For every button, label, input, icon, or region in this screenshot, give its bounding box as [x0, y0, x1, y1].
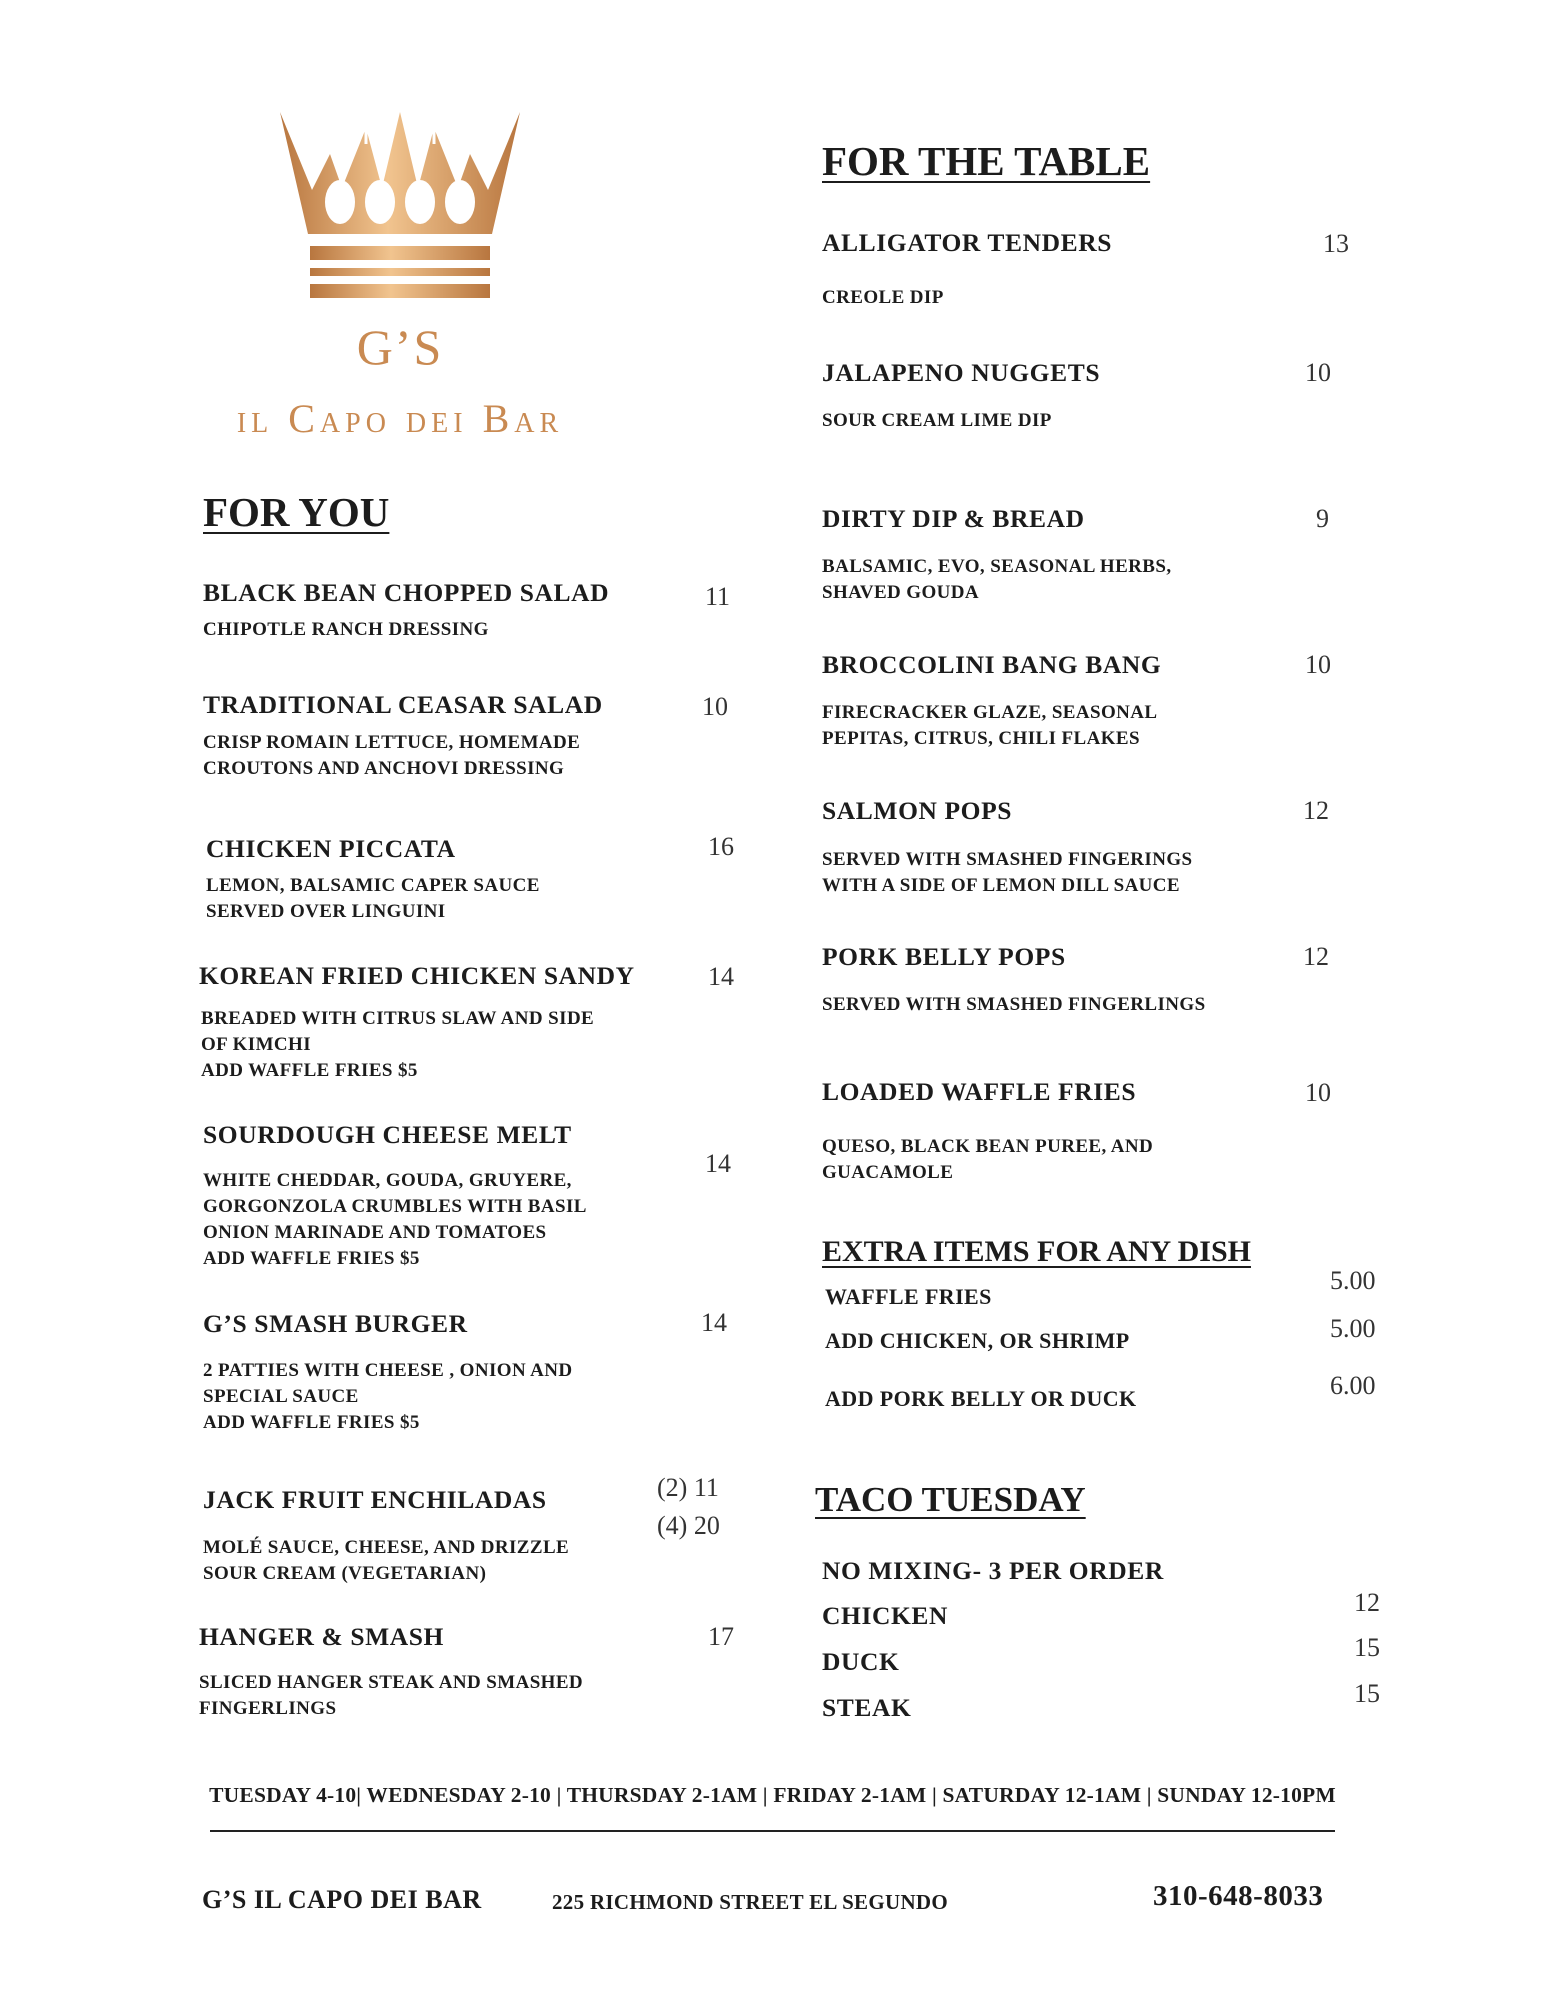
item-desc: MOLÉ SAUCE, CHEESE, AND DRIZZLE: [203, 1537, 570, 1558]
item-price: 12: [1303, 796, 1329, 825]
item-desc: 2 PATTIES WITH CHEESE , ONION AND: [203, 1360, 573, 1381]
item-price: 10: [1305, 358, 1331, 387]
item-name: HANGER & SMASH: [199, 1622, 444, 1651]
item-desc: FIRECRACKER GLAZE, SEASONAL: [822, 702, 1158, 723]
item-price: 14: [705, 1149, 731, 1178]
item-price: 10: [1305, 1078, 1331, 1107]
item-desc: BREADED WITH CITRUS SLAW AND SIDE: [201, 1008, 595, 1029]
item-name: DIRTY DIP & BREAD: [822, 504, 1085, 533]
item-price: 13: [1323, 229, 1349, 258]
item-name: ADD CHICKEN, OR SHRIMP: [825, 1328, 1130, 1353]
item-price: 12: [1303, 942, 1329, 971]
item-name: JALAPENO NUGGETS: [822, 358, 1101, 387]
item-desc: LEMON, BALSAMIC CAPER SAUCE: [206, 875, 540, 896]
item-desc: CROUTONS AND ANCHOVI DRESSING: [203, 758, 565, 779]
item-desc: BALSAMIC, EVO, SEASONAL HERBS,: [822, 556, 1172, 577]
item-desc: CREOLE DIP: [822, 287, 944, 308]
item-desc: SERVED WITH SMASHED FINGERLINGS: [822, 994, 1206, 1015]
item-desc: ADD WAFFLE FRIES $5: [201, 1060, 418, 1081]
item-name: G’S SMASH BURGER: [203, 1309, 468, 1338]
item-price: 12: [1354, 1588, 1380, 1617]
item-price: 5.00: [1330, 1266, 1376, 1295]
item-price: 6.00: [1330, 1371, 1376, 1400]
item-desc: SERVED OVER LINGUINI: [206, 901, 446, 922]
for-the-table-title: FOR THE TABLE: [822, 138, 1151, 184]
item-name: CHICKEN: [822, 1601, 949, 1630]
item-name: DUCK: [822, 1647, 900, 1676]
item-desc: PEPITAS, CITRUS, CHILI FLAKES: [822, 728, 1140, 749]
item-desc: SERVED WITH SMASHED FINGERINGS: [822, 849, 1193, 870]
item-price: 16: [708, 832, 734, 861]
item-desc: CRISP ROMAIN LETTUCE, HOMEMADE: [203, 732, 581, 753]
item-name: CHICKEN PICCATA: [206, 834, 456, 863]
item-desc: GUACAMOLE: [822, 1162, 954, 1183]
item-name: ADD PORK BELLY OR DUCK: [825, 1386, 1137, 1411]
brand-subtitle: il Capo dei Bar: [236, 396, 564, 441]
item-desc: GORGONZOLA CRUMBLES WITH BASIL: [203, 1196, 587, 1217]
item-name: STEAK: [822, 1693, 912, 1722]
brand-name: G’S: [356, 319, 444, 375]
item-price: 9: [1316, 504, 1329, 533]
item-desc: OF KIMCHI: [201, 1034, 312, 1055]
opening-hours: TUESDAY 4-10| WEDNESDAY 2-10 | THURSDAY 2-1AM | FRIDAY 2-1AM | SATURDAY 12-1AM | SUNDAY 12-10PM: [209, 1783, 1336, 1807]
item-price: 10: [702, 692, 728, 721]
item-price: (4) 20: [657, 1511, 720, 1540]
item-name: PORK BELLY POPS: [822, 942, 1066, 971]
divider: [210, 1830, 1335, 1832]
item-desc: SLICED HANGER STEAK AND SMASHED: [199, 1672, 584, 1693]
item-price: 14: [701, 1308, 727, 1337]
item-desc: WITH A SIDE OF LEMON DILL SAUCE: [822, 875, 1180, 896]
for-you-title: FOR YOU: [203, 489, 390, 535]
crown-logo: [270, 108, 530, 308]
extras-title: EXTRA ITEMS FOR ANY DISH: [822, 1235, 1251, 1268]
item-price: 11: [705, 582, 731, 611]
item-price: 15: [1354, 1633, 1380, 1662]
item-name: BLACK BEAN CHOPPED SALAD: [203, 578, 610, 607]
item-price: 14: [708, 962, 734, 991]
item-name: JACK FRUIT ENCHILADAS: [203, 1485, 547, 1514]
item-name: SALMON POPS: [822, 796, 1013, 825]
item-desc: SHAVED GOUDA: [822, 582, 980, 603]
item-name: KOREAN FRIED CHICKEN SANDY: [199, 961, 635, 990]
item-name: TRADITIONAL CEASAR SALAD: [203, 690, 603, 719]
item-price: 17: [708, 1622, 734, 1651]
item-desc: SOUR CREAM LIME DIP: [822, 410, 1052, 431]
taco-title: TACO TUESDAY: [815, 1480, 1086, 1519]
item-name: BROCCOLINI BANG BANG: [822, 650, 1162, 679]
item-price: 5.00: [1330, 1314, 1376, 1343]
item-desc: FINGERLINGS: [199, 1698, 337, 1719]
taco-note: NO MIXING- 3 PER ORDER: [822, 1556, 1164, 1585]
footer-address: 225 RICHMOND STREET EL SEGUNDO: [552, 1890, 949, 1914]
item-name: LOADED WAFFLE FRIES: [822, 1077, 1137, 1106]
item-name: ALLIGATOR TENDERS: [822, 228, 1113, 257]
item-name: WAFFLE FRIES: [825, 1284, 992, 1309]
item-desc: CHIPOTLE RANCH DRESSING: [203, 619, 489, 640]
footer-restaurant-name: G’S IL CAPO DEI BAR: [202, 1885, 482, 1914]
item-price: 10: [1305, 650, 1331, 679]
item-name: SOURDOUGH CHEESE MELT: [203, 1120, 572, 1149]
item-desc: ADD WAFFLE FRIES $5: [203, 1248, 420, 1269]
item-desc: SOUR CREAM (VEGETARIAN): [203, 1563, 487, 1584]
item-desc: ADD WAFFLE FRIES $5: [203, 1412, 420, 1433]
item-desc: SPECIAL SAUCE: [203, 1386, 359, 1407]
footer-phone: 310-648-8033: [1153, 1880, 1324, 1912]
item-desc: ONION MARINADE AND TOMATOES: [203, 1222, 547, 1243]
item-price: 15: [1354, 1679, 1380, 1708]
item-price: (2) 11: [657, 1473, 719, 1502]
item-desc: WHITE CHEDDAR, GOUDA, GRUYERE,: [203, 1170, 572, 1191]
item-desc: QUESO, BLACK BEAN PUREE, AND: [822, 1136, 1154, 1157]
